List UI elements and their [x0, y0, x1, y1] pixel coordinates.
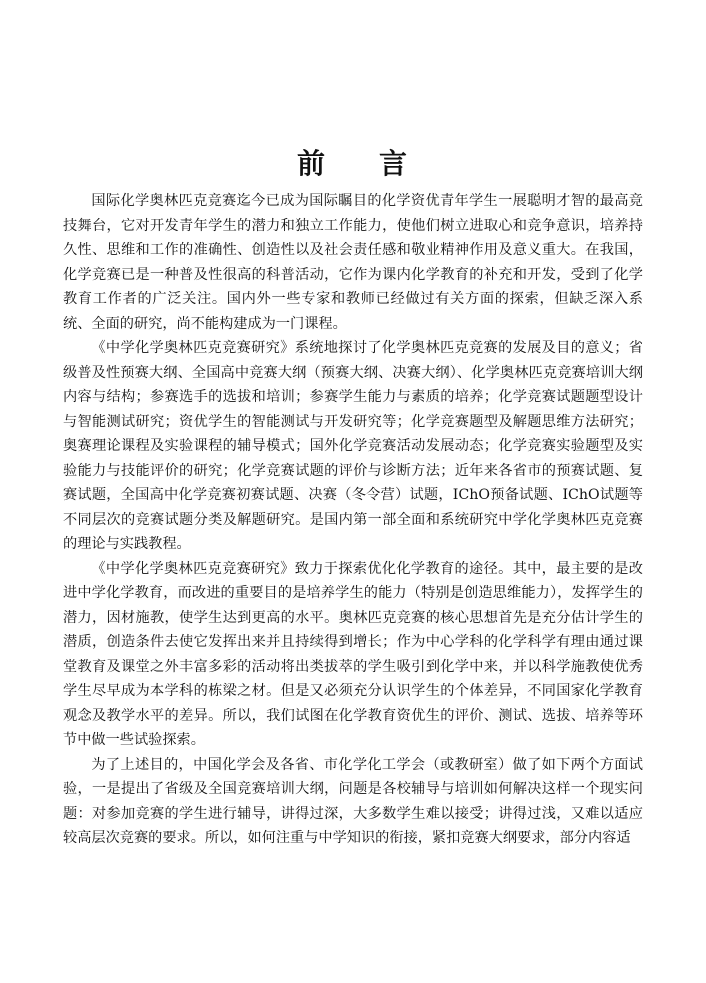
- paragraph: 《中学化学奥林匹克竞赛研究》系统地探讨了化学奥林匹克竞赛的发展及目的意义；省级普及性预赛大纲、全国高中竞赛大纲（预赛大纲、决赛大纲）、化学奥林匹克竞赛培训大纲内容与结构；参赛选手的选拔和培训；参赛学生能力与素质的培养；化学竞赛试题题型设计与智能测试研究；资优学生的智能测试与开发研究等；化学竞赛题型及解题思维方法研究；奥赛理论课程及实验课程的辅导模式；国外化学竞赛活动发展动态；化学竞赛实验题型及实验能力与技能评价的研究；化学竞赛试题的评价与诊断方法；近年来各省市的预赛试题、复赛试题，全国高中化学竞赛初赛试题、决赛（冬令营）试题，IChO预备试题、IChO试题等不同层次的竞赛试题分类及解题研究。是国内第一部全面和系统研究中学化学奥林匹克竞赛的理论与实践教程。: [63, 340, 643, 552]
- paragraph: 国际化学奥林匹克竞赛迄今已成为国际瞩目的化学资优青年学生一展聪明才智的最高竞技舞台，它对开发青年学生的潜力和独立工作能力，使他们树立进取心和竞争意识，培养持久性、思维和工作的准确性、创造性以及社会责任感和敬业精神作用及意义重大。在我国，化学竞赛已是一种普及性很高的科普活动，它作为课内化学教育的补充和开发，受到了化学教育工作者的广泛关注。国内外一些专家和教师已经做过有关方面的探索，但缺乏深入系统、全面的研究，尚不能构建成为一门课程。: [63, 193, 643, 332]
- body-text: [63, 189, 643, 851]
- paragraph: 《中学化学奥林匹克竞赛研究》致力于探索优化化学教育的途径。其中，最主要的是改进中学化学教育，而改进的重要目的是培养学生的能力（特别是创造思维能力），发挥学生的潜力，因材施教，使学生达到更高的水平。奥林匹克竞赛的核心思想首先是充分估计学生的潜质，创造条件去使它发挥出来并且持续得到增长；作为中心学科的化学科学有理由通过课堂教育及课堂之外丰富多彩的活动将出类拔萃的学生吸引到化学中来，并以科学施教使优秀学生尽早成为本学科的栋梁之材。但是又必须充分认识学生的个体差异，不同国家化学教育观念及教学水平的差异。所以，我们试图在化学教育资优生的评价、测试、选拔、培养等环节中做一些试验探索。: [63, 560, 643, 748]
- title-char-2: 言: [379, 147, 410, 180]
- paragraph: 为了上述目的，中国化学会及各省、市化学化工学会（或教研室）做了如下两个方面试验，一是提出了省级及全国竞赛培训大纲，问题是各校辅导与培训如何解决这样一个现实问题：对参加竞赛的学生进行辅导，讲得过深，大多数学生难以接受；讲得过浅，又难以适应较高层次竞赛的要求。所以，如何注重与中学知识的衔接，紧扣竞赛大纲要求，部分内容适: [63, 756, 643, 846]
- title-char-1: 前: [296, 147, 327, 180]
- page-title: [0, 142, 706, 182]
